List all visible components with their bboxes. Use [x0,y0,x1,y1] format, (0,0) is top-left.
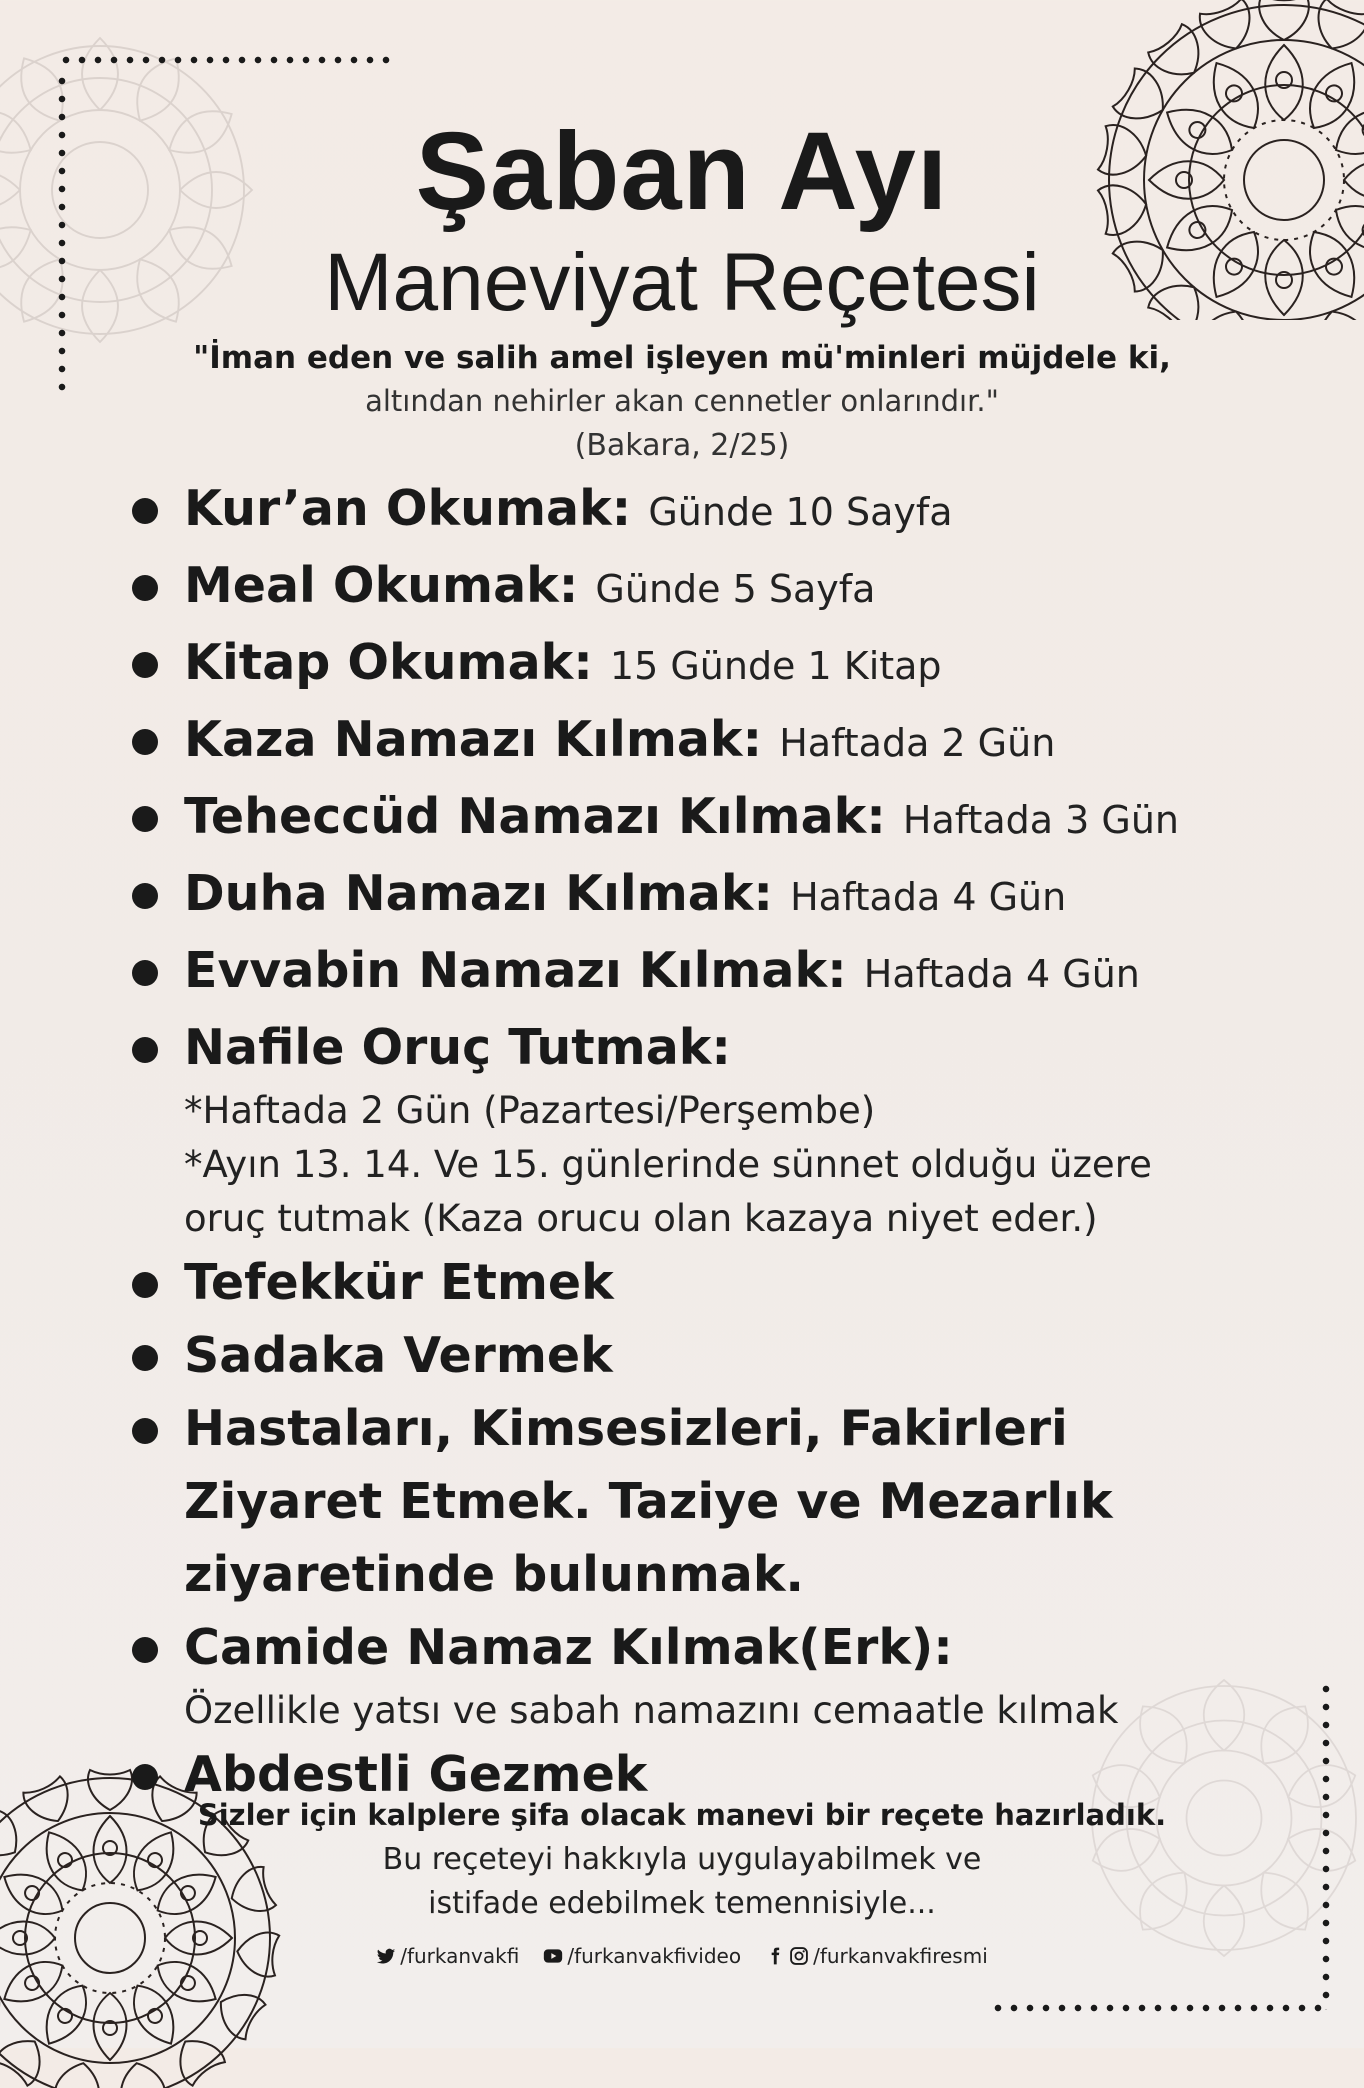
item-label-line: Hastaları, Kimsesizleri, Fakirleri [184,1400,1068,1457]
list-item [132,703,1252,780]
list-item [132,1611,1252,1738]
social-links [0,1944,1364,1968]
item-detail-line: oruç tutmak (Kaza orucu olan kazaya niyet eder.) [184,1197,1098,1240]
item-label: Evvabin Namazı Kılmak: [184,942,847,999]
bullet [132,575,158,601]
item-label: Meal Okumak: [184,557,579,614]
bullet [132,498,158,524]
item-label: Nafile Oruç Tutmak: [184,1019,731,1076]
list-item [132,1319,1252,1392]
item-label: Camide Namaz Kılmak(Erk): [184,1619,953,1676]
bullet [132,960,158,986]
verse-line-1: "İman eden ve salih amel işleyen mü'minleri müjdele ki, [193,340,1171,376]
dotted-frame-top [58,56,398,64]
item-value: Günde 10 Sayfa [648,490,953,534]
bullet [132,1637,158,1663]
facebook-icon [765,1946,785,1966]
dotted-frame-bottom [990,2004,1330,2012]
item-label: Sadaka Vermek [184,1327,613,1384]
youtube-link[interactable] [543,1944,741,1968]
footer-line-2: Bu reçeteyi hakkıyla uygulayabilmek ve [382,1842,982,1877]
bullet [132,883,158,909]
youtube-icon [543,1946,563,1966]
item-label: Kaza Namazı Kılmak: [184,711,763,768]
twitter-icon [376,1946,396,1966]
item-label-line: ziyaretinde bulunmak. [184,1546,805,1603]
bullet [132,1272,158,1298]
page-subtitle: Maneviyat Reçetesi [324,237,1040,328]
item-label: Teheccüd Namazı Kılmak: [184,788,886,845]
bullet [132,729,158,755]
item-label: Abdestli Gezmek [184,1746,648,1803]
bullet [132,1037,158,1063]
verse-source: (Bakara, 2/25) [574,428,790,463]
twitter-handle: /furkanvakfi [400,1944,520,1968]
list-item [132,626,1252,703]
facebook-instagram-link[interactable] [765,1944,988,1968]
footer-line-1: Sizler için kalplere şifa olacak manevi bir reçete hazırladık. [197,1798,1167,1832]
verse-line-2: altından nehirler akan cennetler onlarındır." [365,384,999,418]
item-value: Haftada 2 Gün [779,721,1056,765]
bullet [132,1345,158,1371]
list-item [132,472,1252,549]
list-item [132,857,1252,934]
page-title: Şaban Ayı [415,110,949,233]
youtube-handle: /furkanvakfivideo [567,1944,742,1968]
bullet [132,652,158,678]
list-item [132,1246,1252,1319]
item-value: Haftada 4 Gün [863,952,1140,996]
list-item [132,780,1252,857]
recipe-list [132,472,1252,1811]
list-item [132,549,1252,626]
item-detail-line: *Ayın 13. 14. Ve 15. günlerinde sünnet olduğu üzere [184,1143,1152,1186]
bullet [132,806,158,832]
instagram-icon [789,1946,809,1966]
item-label: Tefekkür Etmek [184,1254,614,1311]
item-label: Kur’an Okumak: [184,480,632,537]
item-detail-line: *Haftada 2 Gün (Pazartesi/Perşembe) [184,1089,876,1132]
item-value: Haftada 3 Gün [902,798,1180,842]
item-label-line: Ziyaret Etmek. Taziye ve Mezarlık [184,1473,1113,1530]
item-label: Duha Namazı Kılmak: [184,865,774,922]
list-item [132,1392,1252,1611]
twitter-link[interactable] [376,1944,519,1968]
item-value: Haftada 4 Gün [790,875,1067,919]
facebook-instagram-handle: /furkanvakfiresmi [813,1944,988,1968]
list-item [132,934,1252,1011]
bullet [132,1418,158,1444]
footer-line-3: istifade edebilmek temennisiyle... [428,1886,936,1921]
list-item [132,1011,1252,1246]
bullet [132,1764,158,1790]
item-value: Günde 5 Sayfa [595,567,876,611]
item-detail-line: Özellikle yatsı ve sabah namazını cemaatle kılmak [184,1689,1119,1732]
item-value: 15 Günde 1 Kitap [609,644,942,688]
item-label: Kitap Okumak: [184,634,593,691]
